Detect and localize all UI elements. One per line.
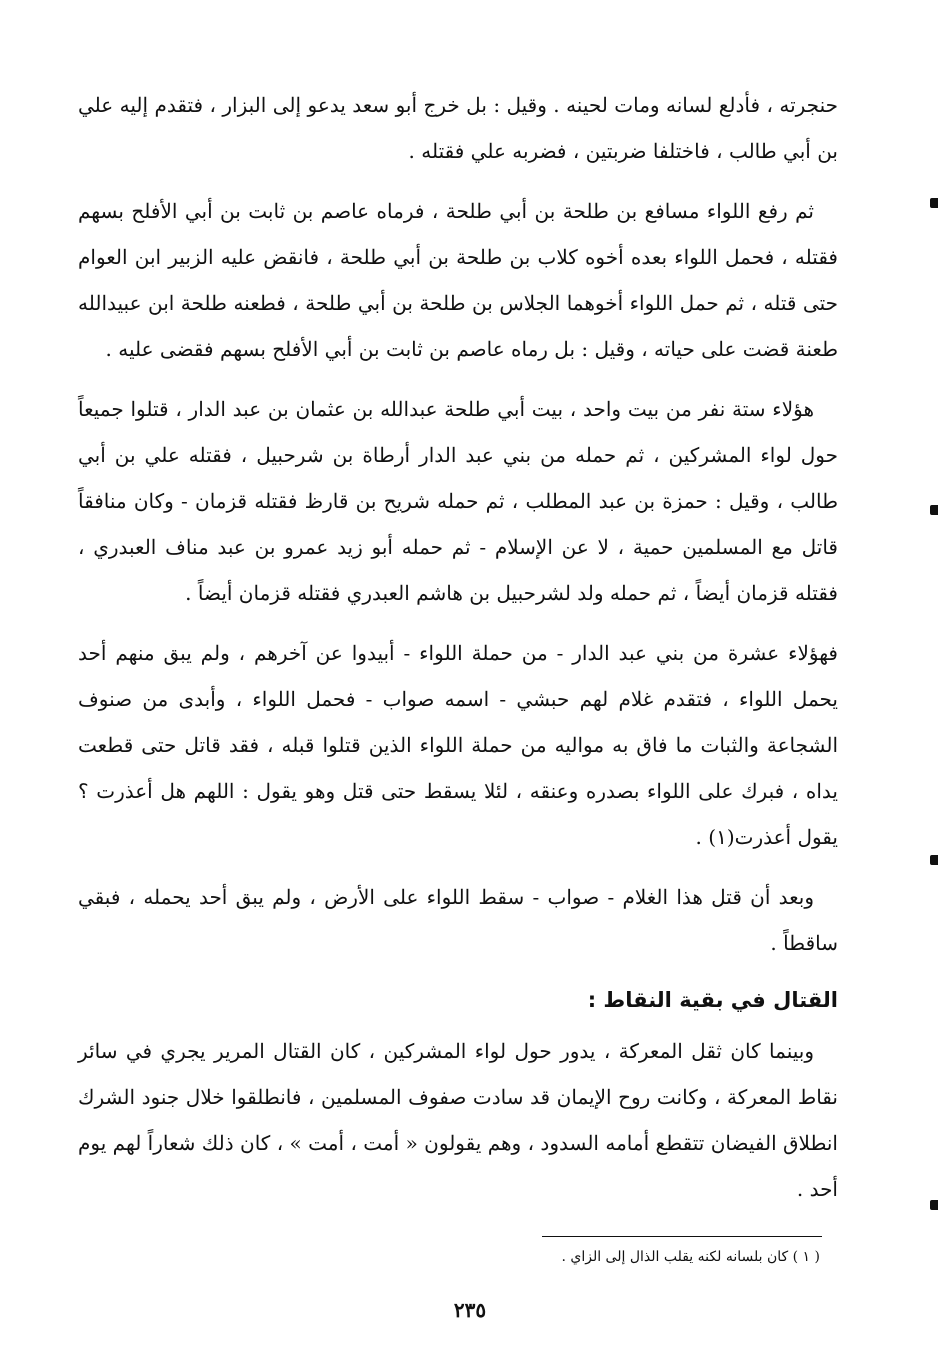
margin-mark xyxy=(930,855,938,865)
margin-mark xyxy=(930,198,938,208)
page-body xyxy=(78,82,838,1226)
section-heading: القتال في بقية النقاط : xyxy=(587,988,838,1012)
margin-mark xyxy=(930,505,938,515)
paragraph-4: فهؤلاء عشرة من بني عبد الدار - من حملة اللواء - أبيدوا عن آخرهم ، ولم يبق منهم أحد يحمل اللواء ، فتقدم غلام لهم حبشي - اسمه صواب - فحمل اللواء ، وأبدى من صنوف الشجاعة والثبات ما فاق به مواليه من حملة اللواء الذين قتلوا قبله ، فقد قاتل حتى قطعت يداه ، فبرك على اللواء بصدره وعنقه ، لئلا يسقط حتى قتل وهو يقول : اللهم هل أعذرت ؟ يقول أعذرت(١) . xyxy=(78,641,838,849)
paragraph-3: هؤلاء ستة نفر من بيت واحد ، بيت أبي طلحة عبدالله بن عثمان بن عبد الدار ، قتلوا جميعاً حول لواء المشركين ، ثم حمله من بني عبد الدار أرطاة بن شرحبيل ، فقتله علي بن أبي طالب ، وقيل : حمزة بن عبد المطلب ، ثم حمله شريح بن قارظ فقتله قزمان - وكان منافقاً قاتل مع المسلمين حمية ، لا عن الإسلام - ثم حمله أبو زيد عمرو بن عبد مناف العبدري ، فقتله قزمان أيضاً ، ثم حمله ولد لشرحبيل بن هاشم العبدري فقتله قزمان أيضاً . xyxy=(78,397,839,605)
margin-mark xyxy=(930,1200,938,1210)
footnote: ( ١ ) كان بلسانه لكنه يقلب الذال إلى الزاي . xyxy=(561,1249,820,1265)
paragraph-2: ثم رفع اللواء مسافع بن طلحة بن أبي طلحة ، فرماه عاصم بن ثابت بن أبي الأفلح بسهم فقتله ، فحمل اللواء بعده أخوه كلاب بن طلحة بن أبي طلحة ، فانقض عليه الزبير ابن العوام حتى قتله ، ثم حمل اللواء أخوهما الجلاس بن طلحة بن أبي طلحة ، فطعنه طلحة ابن عبيدالله طعنة قضت على حياته ، وقيل : بل رماه عاصم بن ثابت بن أبي الأفلح بسهم فقضى عليه . xyxy=(78,199,838,361)
paragraph-1: حنجرته ، فأدلع لسانه ومات لحينه . وقيل : بل خرج أبو سعد يدعو إلى البزار ، فتقدم إليه علي بن أبي طالب ، فاختلفا ضربتين ، فضربه علي فقتله . xyxy=(78,93,838,163)
paragraph-5: وبعد أن قتل هذا الغلام - صواب - سقط اللواء على الأرض ، ولم يبق أحد يحمله ، فبقي ساقطاً . xyxy=(78,885,838,955)
footnote-divider xyxy=(542,1236,822,1237)
paragraph-6: وبينما كان ثقل المعركة ، يدور حول لواء المشركين ، كان القتال المرير يجري في سائر نقاط المعركة ، وكانت روح الإيمان قد سادت صفوف المسلمين ، فانطلقوا خلال جنود الشرك انطلاق الفيضان تتقطع أمامه السدود ، وهم يقولون « أمت ، أمت » ، كان ذلك شعاراً لهم يوم أحد . xyxy=(78,1039,838,1201)
page-number: ٢٣٥ xyxy=(453,1298,487,1322)
